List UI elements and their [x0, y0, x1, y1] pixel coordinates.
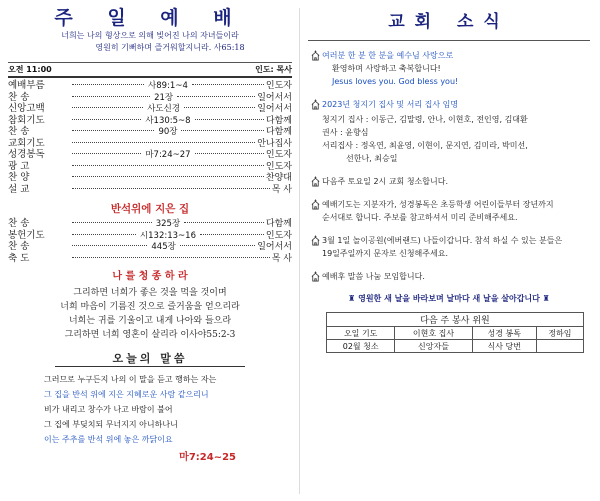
- dot-leader: [177, 96, 255, 97]
- order-item: [8, 138, 292, 150]
- word-line: 이는 주추를 반석 위에 놓은 까닭이요: [44, 435, 173, 444]
- word-line: 비가 내리고 창수가 나고 바람이 불어: [44, 405, 173, 414]
- order-label: 축 도: [8, 252, 30, 264]
- table-cell: 오일 기도: [327, 327, 395, 340]
- order-person: 안나집사: [257, 138, 292, 149]
- table-cell: 성경 봉독: [472, 327, 536, 340]
- order-person: 찬양대: [265, 173, 292, 183]
- order-person: 인도자: [265, 161, 292, 172]
- order-label: 찬 양: [8, 172, 30, 183]
- today-word-title: 오늘의 말씀: [112, 352, 188, 365]
- order-person: 다함께: [265, 219, 292, 229]
- poem-line: 그리하면 너희 영혼이 살리라 이사야55:2-3: [64, 330, 236, 340]
- order-item: [8, 103, 292, 115]
- order-label: 광 고: [8, 160, 30, 172]
- church-icon: [304, 198, 322, 224]
- dot-leader: [72, 153, 141, 154]
- poem-title: 나 를 청 종 하 라: [112, 271, 188, 282]
- dot-leader: [184, 107, 255, 108]
- order-scripture: 90장: [158, 127, 178, 137]
- sermon-title: 반석위에 지은 집: [110, 203, 190, 215]
- news-item-cleaning: [304, 175, 594, 188]
- dot-leader: [180, 245, 255, 246]
- news-text: 3월 1일 놀이공원(에버랜드) 나들이갑니다. 참석 하실 수 있는 분들은: [322, 236, 563, 245]
- column-divider: [299, 8, 300, 494]
- news-title: 교회 소식: [388, 12, 510, 32]
- order-scripture: 시132:13~16: [139, 230, 196, 241]
- appointment-line: 권사 : 윤향심: [322, 128, 369, 137]
- order-scripture: 사89:1~4: [148, 81, 188, 91]
- welcome-line: 여러분 한 분 한 분을 예수님 사랑으로: [322, 51, 454, 60]
- dot-leader: [200, 234, 264, 235]
- opening-verse: [8, 30, 292, 54]
- word-line: 그 집을 반석 위에 지은 지혜로운 사람 같으리니: [44, 390, 209, 399]
- order-item: [8, 92, 292, 104]
- order-person: 다함께: [265, 115, 292, 126]
- news-text: 예배기도는 지분자가, 성경봉독은 초등학생 어린이들부터 장년까지: [322, 200, 554, 209]
- divider: [55, 366, 245, 367]
- poem-line: 너희는 귀를 기울이고 내게 나아와 들으라: [68, 316, 232, 326]
- dot-leader: [184, 222, 264, 223]
- dot-leader: [192, 84, 264, 85]
- dot-leader: [72, 257, 270, 258]
- order-item: [8, 115, 292, 127]
- poem-line: 그리하면 너희가 좋은 것을 먹을 것이며: [73, 288, 227, 298]
- word-line: 그 집에 부딪치되 무너지지 아니하나니: [44, 420, 178, 429]
- order-person: 일어서서: [257, 92, 292, 103]
- order-item: [8, 253, 292, 265]
- order-scripture: 445장: [151, 242, 176, 252]
- order-scripture: 21장: [154, 92, 174, 103]
- order-item: [8, 80, 292, 92]
- order-scripture: 사130:5~8: [145, 115, 191, 126]
- news-item-welcome: [304, 49, 594, 88]
- poem: [8, 286, 292, 342]
- news-item-service-order: [304, 198, 594, 224]
- order-label: 성경봉독: [8, 149, 45, 160]
- dot-leader: [72, 165, 264, 166]
- order-person: 일어서서: [257, 242, 292, 252]
- dot-leader: [195, 153, 264, 154]
- church-icon: [304, 98, 322, 165]
- church-icon: [304, 234, 322, 260]
- order-person: 인도자: [265, 150, 292, 160]
- order-item: [8, 218, 292, 230]
- church-news-column: [304, 6, 594, 496]
- table-cell: 정하임: [536, 327, 583, 340]
- dot-leader: [72, 107, 143, 108]
- opening-verse-line1: 너희는 나의 형상으로 의해 빚어진 나의 자녀들이라: [61, 31, 239, 40]
- order-label: 참회기도: [8, 114, 45, 126]
- appointment-line: 서리집사 : 정옥연, 최윤영, 이현이, 문지연, 김미라, 박미선,: [322, 141, 528, 150]
- dot-leader: [72, 222, 152, 223]
- divider: [8, 62, 292, 63]
- appointment-line: 선한나, 최승일: [346, 154, 398, 163]
- table-cell: 02월 청소: [327, 340, 395, 353]
- worship-leader: 인도: 목사: [255, 65, 292, 74]
- welcome-line: Jesus loves you. God bless you!: [332, 77, 459, 86]
- table-cell: 식사 당번: [472, 340, 536, 353]
- order-person: 목 사: [271, 184, 292, 195]
- worship-time-row: [8, 65, 292, 75]
- dot-leader: [72, 188, 270, 189]
- slogan: ♜ 영원한 새 날을 바라보며 날마다 새 날을 살아갑니다 ♜: [348, 294, 550, 303]
- appointment-title: 2023년 청지기 집사 및 서리 집사 임명: [322, 100, 459, 109]
- church-icon: [304, 175, 322, 188]
- dot-leader: [72, 142, 255, 143]
- dot-leader: [72, 176, 264, 177]
- news-item-appointment: [304, 98, 594, 165]
- table-row: [327, 327, 584, 340]
- order-scripture: 325장: [155, 219, 181, 229]
- order-label: 예배부름: [8, 80, 45, 91]
- order-person: 다함께: [265, 127, 292, 137]
- order-person: 인도자: [265, 81, 292, 91]
- dot-leader: [72, 119, 141, 120]
- table-row: [327, 340, 584, 353]
- worship-order-list-2: [8, 218, 292, 264]
- order-item: [8, 184, 292, 196]
- news-item-meeting: [304, 270, 594, 283]
- news-text: 예배후 말씀 나눔 모임합니다.: [322, 272, 425, 281]
- service-table-title: 다음 주 봉사 위원: [327, 313, 584, 327]
- order-person: 인도자: [265, 230, 292, 241]
- order-item: [8, 230, 292, 242]
- order-item: [8, 149, 292, 161]
- dot-leader: [72, 84, 144, 85]
- order-item: [8, 241, 292, 253]
- order-label: 교회기도: [8, 137, 45, 149]
- order-person: 일어서서: [257, 104, 293, 114]
- order-item: [8, 172, 292, 184]
- word-reference: 마7:24~25: [179, 452, 236, 463]
- news-item-outing: [304, 234, 594, 260]
- dot-leader: [195, 119, 264, 120]
- church-icon: [304, 270, 322, 283]
- appointment-line: 청지기 집사 : 이동근, 김말령, 안나, 이현호, 전인영, 김대환: [322, 115, 528, 124]
- order-label: 찬 송: [8, 126, 30, 137]
- today-word-text: [8, 372, 292, 447]
- table-cell: 신앙자들: [395, 340, 472, 353]
- order-label: 봉헌기도: [8, 229, 45, 241]
- order-label: 신앙고백: [8, 103, 45, 114]
- news-text: 순서대로 합니다. 주보를 참고하셔서 미리 준비해주세요.: [322, 213, 518, 222]
- dot-leader: [181, 130, 263, 131]
- dot-leader: [72, 96, 150, 97]
- worship-title: 주 일 예 배: [54, 7, 246, 29]
- opening-verse-line2: 영원히 기뻐하며 즐거워할지니라. 사65:18: [95, 43, 245, 52]
- order-label: 찬 송: [8, 91, 30, 103]
- order-label: 찬 송: [8, 218, 30, 229]
- order-label: 설 교: [8, 183, 30, 195]
- news-list: [304, 49, 594, 283]
- divider: [308, 40, 590, 41]
- divider: [8, 76, 292, 78]
- poem-line: 너희 마음이 기름진 것으로 즐거움을 얻으리라: [60, 302, 240, 312]
- worship-order-list: [8, 80, 292, 195]
- order-label: 찬 송: [8, 241, 30, 252]
- order-scripture: 사도신경: [147, 104, 181, 114]
- order-item: [8, 161, 292, 173]
- news-text: 다음주 토요일 2시 교회 청소합니다.: [322, 177, 448, 186]
- worship-time: 오전 11:00: [8, 65, 52, 74]
- table-cell: [536, 340, 583, 353]
- table-cell: 이현호 집사: [395, 327, 472, 340]
- worship-order-column: [8, 6, 292, 496]
- order-person: 목 사: [271, 253, 292, 264]
- word-line: 그러므로 누구든지 나의 이 말을 듣고 행하는 자는: [44, 375, 217, 384]
- church-icon: [304, 49, 322, 88]
- order-scripture: 마7:24~27: [145, 150, 191, 160]
- welcome-line: 환영하며 사랑하고 축복합니다!: [332, 64, 441, 73]
- service-committee: [326, 312, 584, 353]
- dot-leader: [72, 130, 154, 131]
- dot-leader: [72, 234, 136, 235]
- news-text: 19일주일까지 문자로 신청해주세요.: [322, 249, 448, 258]
- service-table: [326, 312, 584, 353]
- order-item: [8, 126, 292, 138]
- dot-leader: [72, 245, 147, 246]
